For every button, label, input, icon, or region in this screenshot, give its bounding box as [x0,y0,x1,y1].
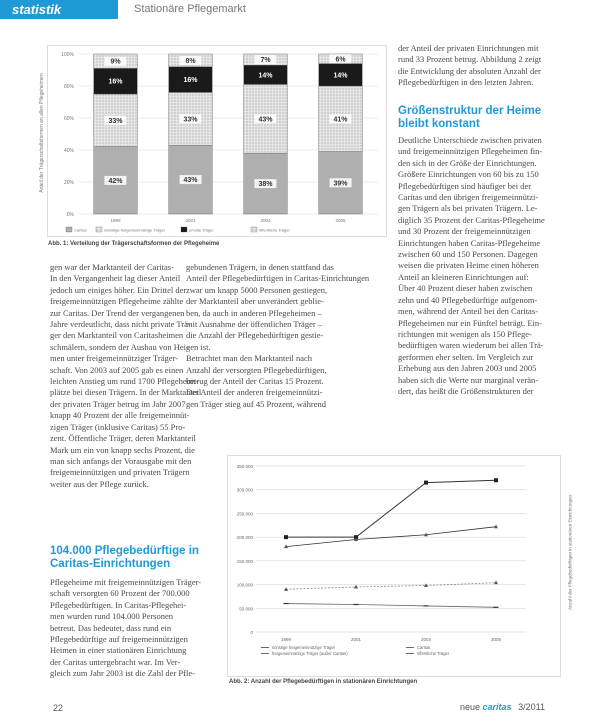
column-left-line: Jahre verdeutlicht, dass nicht private Trä- [50,319,191,330]
column-left-line: schaft. Von 2003 auf 2005 gab es einen [50,364,184,375]
column-left-line: jedoch um einiges höher. Ein Drittel der [50,284,187,295]
column-left-bottom-line: Heimen in einer stationären Einrichtung [50,645,187,656]
fig2-xtick-label: 2001 [350,637,362,642]
heading-right [398,105,568,131]
column-left-bottom-line: der Caritas untergebracht war. Im Ver- [50,656,181,667]
column-right-line: haben sich die Werte nur marginal verän- [398,374,539,385]
brand-name: caritas [482,702,512,712]
column-right-line: Caritas und den übrigen freigemeinnützi- [398,192,539,203]
fig2-ytick-label: 50.000 [239,606,253,612]
column-left-bottom-line: betreut. Das bedeutet, dass rund ein [50,622,172,633]
column-left-line: man sich anfangs der Vorausgabe mit den [50,455,192,466]
fig1-data-label: 14% [258,72,273,80]
column-left-line: knapp 40 Prozent der alle freigemeinnüt- [50,410,190,421]
fig1-xtick-label: 1999 [110,218,121,223]
fig2-point [494,525,498,529]
column-right-line: Deutliche Unterschiede zwischen privaten [398,135,542,145]
column-left-line: weiter aus der Pflege zurück. [50,478,149,489]
fig1-data-label: 33% [183,116,198,124]
figure2-chart [227,455,561,677]
fig2-legend-label: freigemeinnützige Träger (außer Caritas) [272,651,348,656]
column-left-bottom [50,577,225,680]
fig1-ytick-label: 60% [63,116,74,122]
fig2-series-line [286,583,496,590]
fig2-xtick-label: 2005 [490,637,502,642]
column-right-line: zehn und 40 Pflegebedürftige aufgenom- [398,294,538,305]
column-right-line: und 30 Prozent der freigemeinnützigen [398,226,531,237]
column-left-line: der privaten Träger betrug im Jahr 2007 [50,398,186,409]
column-left-bottom-line: gleich zum Jahr 2003 ist die Zahl der Pfle- [50,668,195,679]
column-right-top [398,43,558,89]
column-left-bottom-line: men wurden rund 104.000 Personen [50,611,173,622]
column-left-bottom-line: Pflegebedürftige auf freigemeinnützigen [50,634,188,645]
fig1-xtick-label: 2001 [185,218,196,223]
heading-right-line-2: bleibt konstant [398,118,480,130]
brand-prefix: neue [460,702,481,712]
issue: 3/2011 [518,702,545,712]
fig2-point [494,478,498,482]
fig2-ytick-label: 200.000 [236,535,253,541]
fig2-xtick-label: 1999 [280,637,292,642]
fig2-ytick-label: 150.000 [236,558,253,564]
column-mid-top-line: der Marktanteil aber unverändert geblie- [186,296,324,307]
figure2-caption: Abb. 2: Anzahl der Pflegebedürftigen in stationären Einrichtungen [229,679,418,685]
figure1-caption: Abb. 1: Verteilung der Trägerschaftsformen der Pflegeheime [48,241,220,247]
column-right-top-line: rund 33 Prozent betrug. Abbildung 2 zeigt [398,54,542,65]
column-mid-top-line: die Anzahl der Pflegebedürftigen gestie- [186,330,324,341]
fig1-data-label: 8% [185,57,196,65]
footer-brand [460,702,545,712]
column-right-line: zwischen 60 und 150 Personen. Dagegen [398,249,538,260]
column-left-bottom-line: Pflegebedürftigen. In Caritas-Pflegehei- [50,599,187,610]
fig2-ytick-label: 250.000 [236,511,253,517]
column-right-top-line: die Entwicklung der absoluten Anzahl der [398,65,541,76]
fig2-point [494,580,498,584]
fig1-ytick-label: 0% [66,212,74,218]
fig1-xtick-label: 2005 [335,218,346,223]
fig1-legend-swatch [181,227,187,232]
column-right-line: Über 40 Prozent dieser haben zwischen [398,283,533,294]
fig2-ytick-label: 0 [250,630,253,635]
column-left-line: zigen Träger (inklusive Caritas) 55 Pro- [50,421,186,432]
fig1-data-label: 39% [333,180,348,188]
fig1-data-label: 38% [258,181,273,189]
fig1-ytick-label: 80% [63,84,74,90]
column-right-line: gen Trägern als bei privaten Trägern. Le- [398,203,538,214]
column-mid-top-line: zwar um knapp 5000 Personen gestiegen, [186,284,328,295]
figure2-ylabel: Anzahl der Pflegebedürftigen in stationären Einrichtungen [567,494,573,611]
fig1-data-label: 16% [108,78,123,86]
fig1-data-label: 43% [183,177,198,185]
fig1-data-label: 14% [333,72,348,80]
heading-left [50,545,250,571]
column-mid-top-line: gen ist. [186,341,211,352]
column-mid-top-line: mit Ausnahme der öffentlichen Träger – [186,319,323,330]
column-left-line: zent. Öffentliche Träger, deren Marktanteil [50,433,196,444]
section-tag: statistik [0,0,118,19]
fig1-legend-swatch [96,227,102,232]
heading-right-line-1: Größenstruktur der Heime [398,105,542,117]
heading-left-line-2: Caritas-Einrichtungen [50,558,171,570]
column-right-top-line: Pflegebedürftigen in den letzten Jahren. [398,77,534,88]
page-number: 22 [53,703,64,713]
column-mid-top-line: betrug der Anteil der Caritas 15 Prozent. [186,376,324,387]
column-mid-top-line: gen Träger stieg auf 45 Prozent, während [186,398,326,409]
fig1-legend-label: private Träger [189,227,214,233]
fig2-legend-label: Caritas [417,645,431,650]
column-right-line: Anteil an kleineren Einrichtungen auf: [398,271,529,282]
fig2-legend-label: öffentliche Träger [417,651,450,656]
column-left-line: gen war der Marktanteil der Caritas- [50,262,174,272]
fig2-ytick-label: 300.000 [236,487,253,493]
fig1-legend-swatch [251,227,257,232]
column-left-line: men unter freigemeinnütziger Träger- [50,353,178,364]
column-mid-top [186,262,384,410]
fig1-legend-swatch [66,227,72,232]
fig2-series-line [286,480,496,537]
fig2-ytick-label: 100.000 [236,582,253,588]
column-left-line: Mark um ein von knapp sechs Prozent, die [50,444,195,455]
fig1-data-label: 9% [110,58,121,66]
heading-left-line-1: 104.000 Pflegebedürftige in [50,545,199,557]
fig1-data-label: 16% [183,77,198,85]
fig1-data-label: 41% [333,116,348,124]
fig1-data-label: 6% [335,56,346,64]
column-right-line: men, während der Anteil bei den Caritas- [398,306,538,317]
column-right-top-line: der Anteil der privaten Einrichtungen mit [398,43,539,53]
fig1-legend-label: öffentliche Träger [259,227,290,233]
fig1-ytick-label: 20% [63,180,74,186]
column-mid-top-line: Der Anteil der anderen freigemeinnützi- [186,387,323,398]
figure1-chart [47,45,387,237]
column-left-line: ger den Marktanteil von Caritasheimen [50,330,184,341]
column-mid-top-line: gebundenen Trägern, in denen stattfand das [186,262,334,272]
fig1-legend-label: Sonstige freigemeinnützige Träger [104,227,165,233]
fig1-ytick-label: 40% [63,148,74,154]
column-left-line: freigemeinnützigen Pflegeheime zählte [50,296,184,307]
column-left-line: In den Vergangenheit lag dieser Anteil [50,273,181,284]
column-right-line: Pflegeheimen nur ein Fünftel beträgt. Ein- [398,317,542,328]
column-mid-top-line: Anzahl der versorgten Pflegebedürftigen, [186,364,327,375]
column-right-line: diglich 35 Prozent der Caritas-Pflegeheime [398,214,545,225]
page-title: Stationäre Pflegemarkt [134,3,246,15]
fig2-legend-label: sonstige freigemeinnützige Träger [272,645,336,650]
figure1-svg [48,46,386,236]
fig2-series-line [286,604,496,608]
column-left-line: plätze bei diesen Trägern. In der Marktanteil [50,387,202,398]
fig1-xtick-label: 2003 [260,218,271,223]
fig1-legend-label: Caritas [74,227,87,233]
fig2-ytick-label: 350.000 [236,464,253,469]
column-right-line: dert, das heißt die Größenstrukturen der [398,385,534,396]
figure1-ylabel: Anteil der Trägerschaftsformen an allen Pflegeheimen [39,73,45,193]
figure2-svg [228,456,560,676]
column-right-line: und freigemeinnützigen Pflegeheimen fin- [398,146,543,157]
fig1-data-label: 42% [108,177,123,185]
column-right-line: bedürftigen waren wiederum bei allen Trä- [398,340,544,351]
fig2-xtick-label: 2003 [420,637,432,642]
column-right-line: Einrichtungen haben Caritas-Pflegeheime [398,237,541,248]
column-left-line: freigemeinnützigen und privaten Trägern [50,467,190,478]
column-right-line: richtungen mit wenigen als 150 Pflege- [398,328,532,339]
column-right-line: Größere Einrichtungen von 60 bis zu 150 [398,169,539,180]
fig2-point [424,481,428,485]
column-right-line: weisen die privaten Heime einen höheren [398,260,539,271]
fig1-data-label: 43% [258,116,273,124]
column-left-bottom-line: Pflegeheime mit freigemeinnützigen Träger- [50,577,202,587]
fig2-point [284,535,288,539]
column-right-line: gerformen eher selten. Im Vergleich zur [398,351,534,362]
column-left-line: schmälern, sondern der Ausbau von Hei- [50,341,189,352]
column-left-bottom-line: schaft versorgten 60 Prozent der 700.000 [50,588,190,599]
column-left-line: zur Caritas. Der Trend der vergangenen [50,307,185,318]
column-mid-top-line: Betrachtet man den Marktanteil nach [186,353,313,364]
fig1-data-label: 7% [260,57,271,65]
column-right-line: Pflegebedürftigen sind häufiger bei der [398,180,532,191]
column-right [398,135,558,397]
column-right-line: den sich in der Größe der Einrichtungen. [398,157,537,168]
column-left-line: leichten Anstieg um rund 1700 Pflegeheim- [50,376,199,387]
column-right-line: Erhebung aus den Jahren 2003 und 2005 [398,363,537,374]
column-mid-top-line: Anteil der Pflegebedürftigen in Caritas-Einrichtungen [186,273,370,284]
fig1-data-label: 33% [108,117,123,125]
fig1-ytick-label: 100% [61,52,74,58]
column-mid-top-line: ben, da auch in anderen Pflegeheimen – [186,307,322,318]
